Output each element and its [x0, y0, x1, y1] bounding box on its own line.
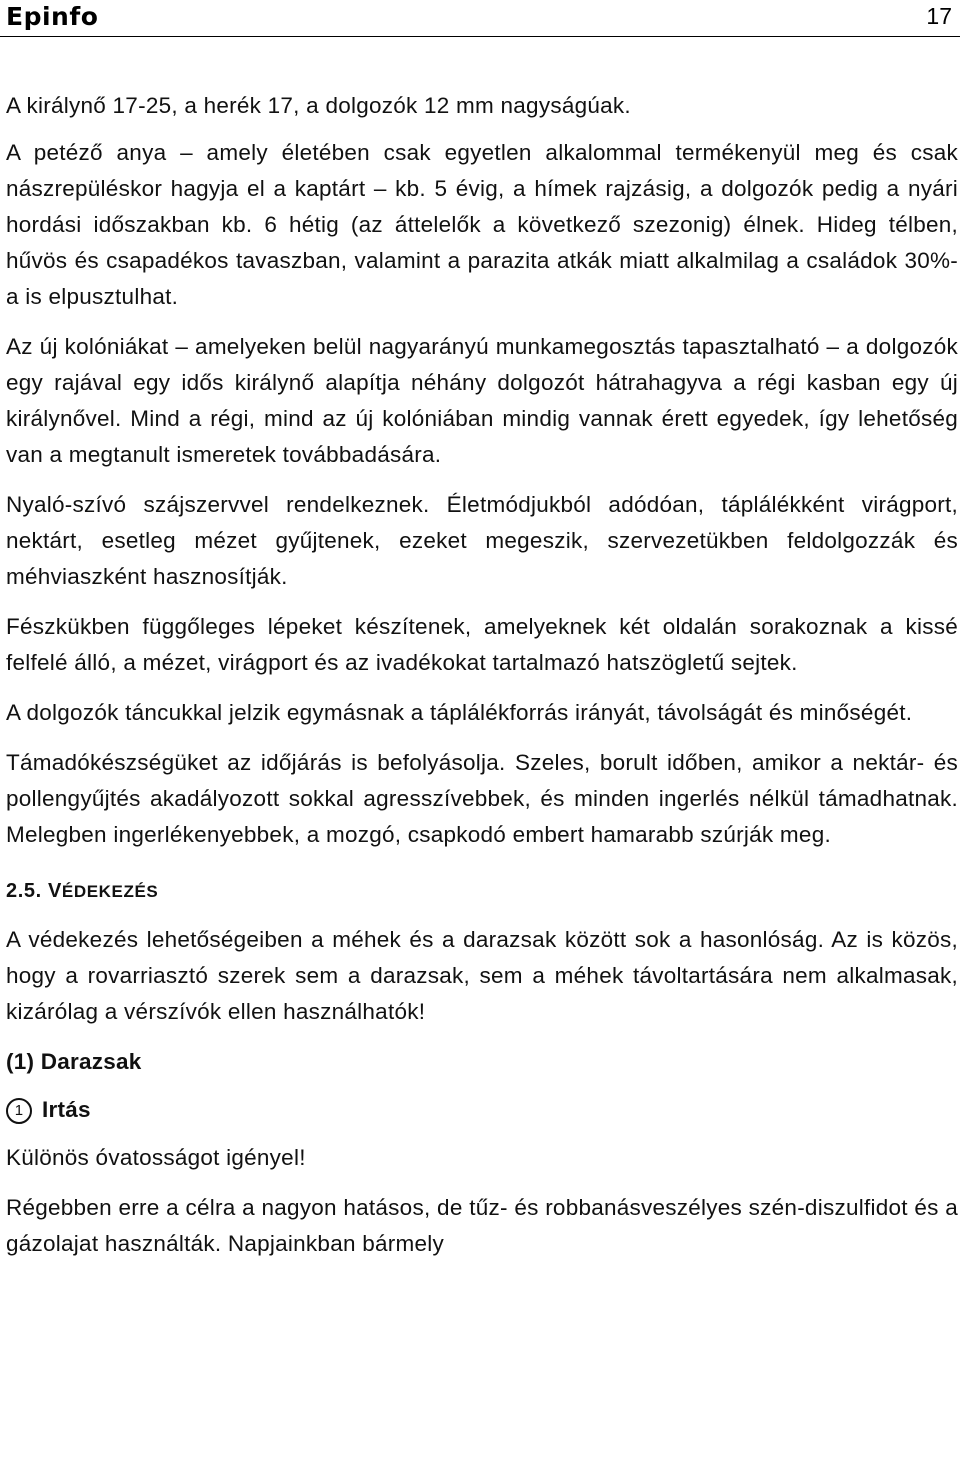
brand-logo: Epinfo [6, 2, 99, 31]
section-number: 2.5. [6, 880, 42, 902]
paragraph-aggression: Támadókészségüket az időjárás is befolyásolja. Szeles, borult időben, amikor a nektár- és pollengyűjtés akadályozott sokkal agresszívebbek, és minden ingerlés nélkül támadhatnak. Melegben ingerlékenyebbek, a mozgó, csapkodó embert hamarabb szúrják meg. [6, 750, 958, 847]
paragraph-lifespan: A petéző anya – amely életében csak egyetlen alkalommal termékenyül meg és csak nászrepüléskor hagyja el a kaptárt – kb. 5 évig, a hímek rajzásig, a dolgozók pedig a nyári hordási időszakban kb. 6 hétig (az áttelelők a következő szezonig) élnek. Hideg télben, hűvös és csapadékos tavaszban, valamint a parazita atkák miatt alkalmilag a családok 30%-a is elpusztulhat. [6, 140, 958, 309]
page-number: 17 [926, 3, 952, 29]
paragraph-colonies: Az új kolóniákat – amelyeken belül nagyarányú munkamegosztás tapasztalható – a dolgozók egy rajával egy idős királynő alapítja néhány dolgozót hátrahagyva a régi kasban egy új királynővel. Mind a régi, mind az új kolóniában mindig vannak érett egyedek, így lehetőség van a megtanult ismeretek továbbadására. [6, 334, 958, 467]
note-caution: Különös óvatosságot igényel! [6, 1145, 306, 1170]
circled-number-icon: 1 [6, 1098, 32, 1124]
paragraph-feeding: Nyaló-szívó szájszervvel rendelkeznek. Életmódjukból adódóan, táplálékként virágport, nektárt, esetleg mézet gyűjtenek, ezeket megeszik, szervezetükben feldolgozzák és méhviaszként hasznosítják. [6, 492, 958, 589]
page-content [6, 88, 958, 1276]
paragraph-protection: A védekezés lehetőségeiben a méhek és a darazsak között sok a hasonlóság. Az is közös, hogy a rovarriasztó szerek sem a darazsak, sem a méhek távoltartására nem alkalmasak, kizárólag a vérszívók ellen használhatók! [6, 927, 958, 1024]
page-header [0, 0, 960, 37]
paragraph-methods: Régebben erre a célra a nagyon hatásos, de tűz- és robbanásveszélyes szén-diszulfidot és a gázolajat használták. Napjainkban bármely [6, 1195, 958, 1256]
section-title-initial: V [47, 880, 62, 902]
section-heading [6, 873, 958, 910]
paragraph-sizes: A királynő 17-25, a herék 17, a dolgozók 12 mm nagyságúak. [6, 93, 631, 118]
paragraph-dance: A dolgozók táncukkal jelzik egymásnak a táplálékforrás irányát, távolságát és minőségét. [6, 700, 913, 725]
subheading-wasps: (1) Darazsak [6, 1049, 142, 1074]
paragraph-nest: Fészkükben függőleges lépeket készítenek, amelyeknek két oldalán sorakoznak a kissé felfelé álló, a mézet, virágport és az ivadékokat tartalmazó hatszögletű sejtek. [6, 614, 958, 675]
subsubheading-text: Irtás [42, 1097, 91, 1122]
subsubheading-extermination [6, 1092, 958, 1128]
section-title-rest: ÉDEKEZÉS [61, 882, 159, 901]
